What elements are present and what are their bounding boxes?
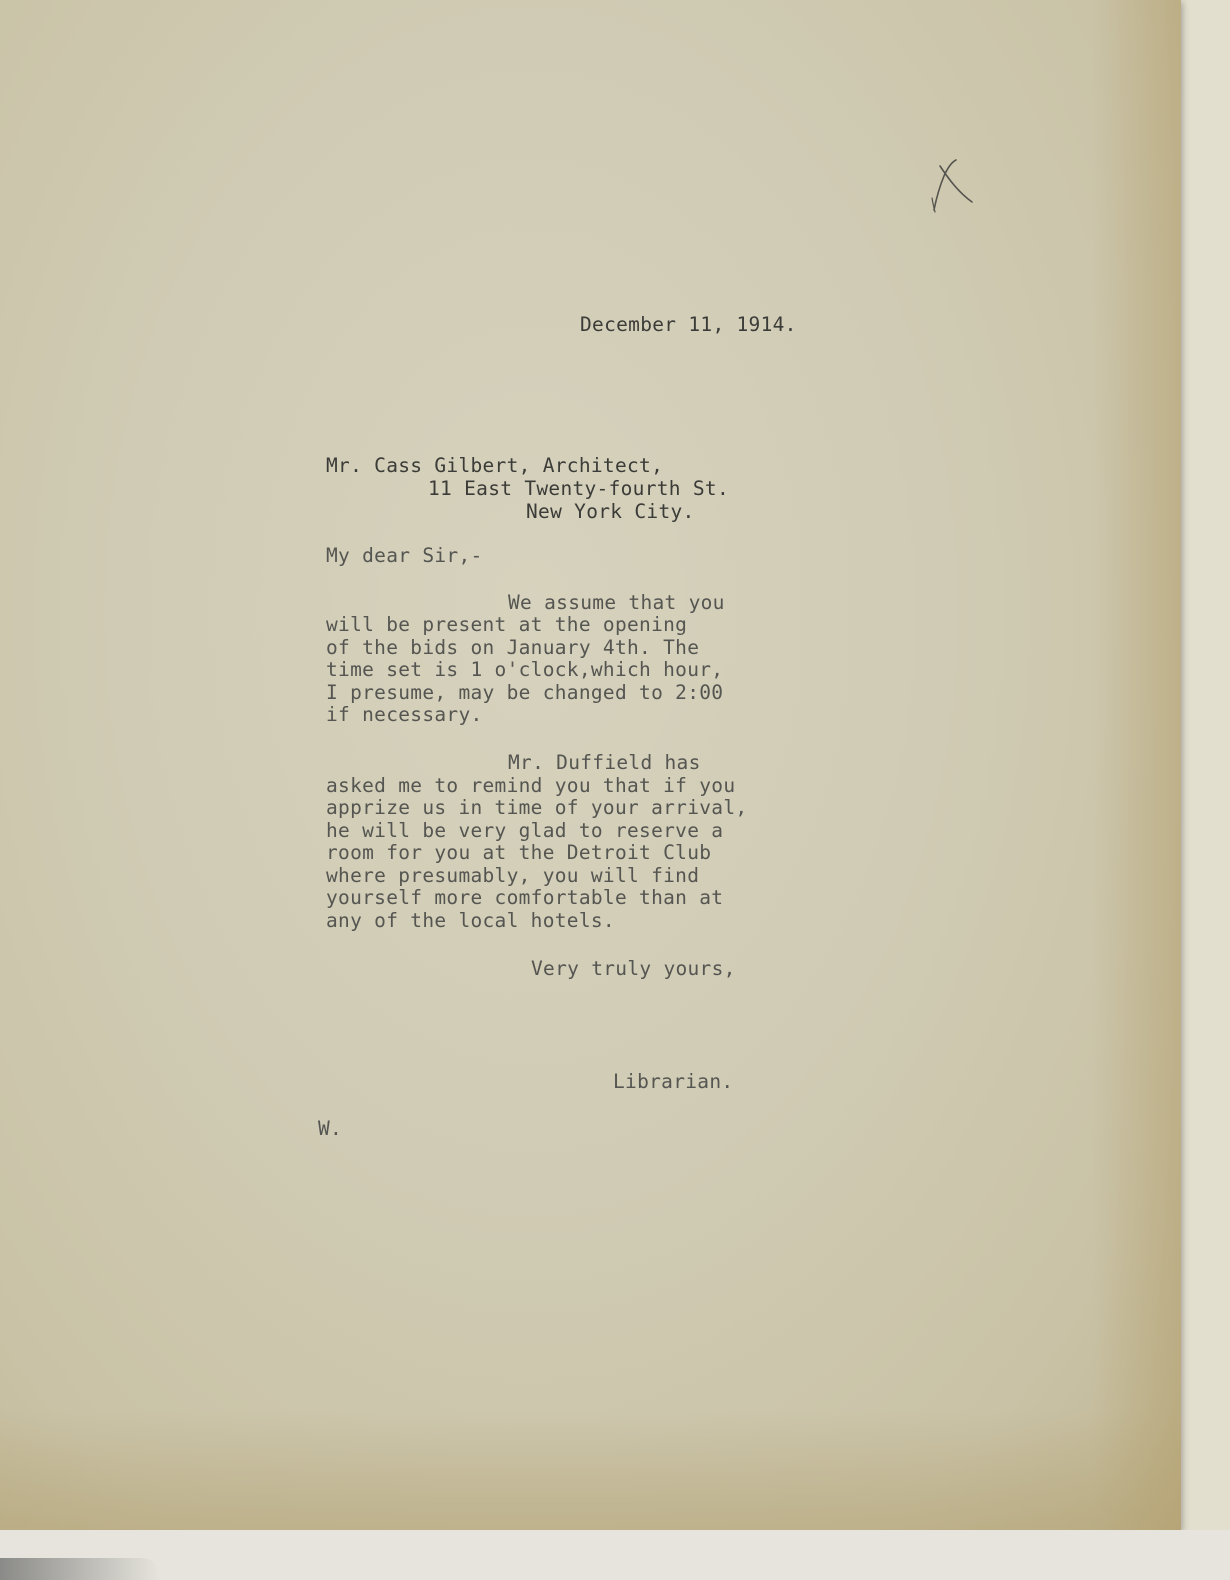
- paragraph-1-line: I presume, may be changed to 2:00: [326, 681, 724, 704]
- paragraph-2-line: any of the local hotels.: [326, 909, 615, 932]
- paragraph-2-line: yourself more comfortable than at: [326, 886, 724, 909]
- pencil-x-mark: [930, 158, 976, 214]
- paragraph-2-line: where presumably, you will find: [326, 864, 700, 887]
- paragraph-2-line: asked me to remind you that if you: [326, 774, 736, 797]
- salutation: My dear Sir,-: [326, 544, 483, 567]
- paragraph-1-line: time set is 1 o'clock,which hour,: [326, 658, 724, 681]
- signature: Librarian.: [613, 1070, 734, 1093]
- paragraph-1-line: We assume that you: [508, 591, 725, 614]
- paragraph-1-line: will be present at the opening: [326, 613, 688, 636]
- paragraph-1-line: if necessary.: [326, 703, 483, 726]
- scanner-background: [0, 1530, 1230, 1580]
- recipient-line-1: Mr. Cass Gilbert, Architect,: [326, 454, 664, 477]
- typist-initials: W.: [318, 1117, 343, 1140]
- scanner-edge-shadow: [0, 1558, 160, 1580]
- paragraph-2-line: Mr. Duffield has: [508, 751, 701, 774]
- recipient-line-2: 11 East Twenty-fourth St.: [428, 477, 729, 500]
- closing: Very truly yours,: [531, 957, 736, 980]
- paragraph-2-line: apprize us in time of your arrival,: [326, 796, 748, 819]
- paragraph-2-line: he will be very glad to reserve a: [326, 819, 724, 842]
- paragraph-2-line: room for you at the Detroit Club: [326, 841, 712, 864]
- letter-date: December 11, 1914.: [580, 313, 797, 336]
- recipient-line-3: New York City.: [526, 500, 695, 523]
- paragraph-1-line: of the bids on January 4th. The: [326, 636, 700, 659]
